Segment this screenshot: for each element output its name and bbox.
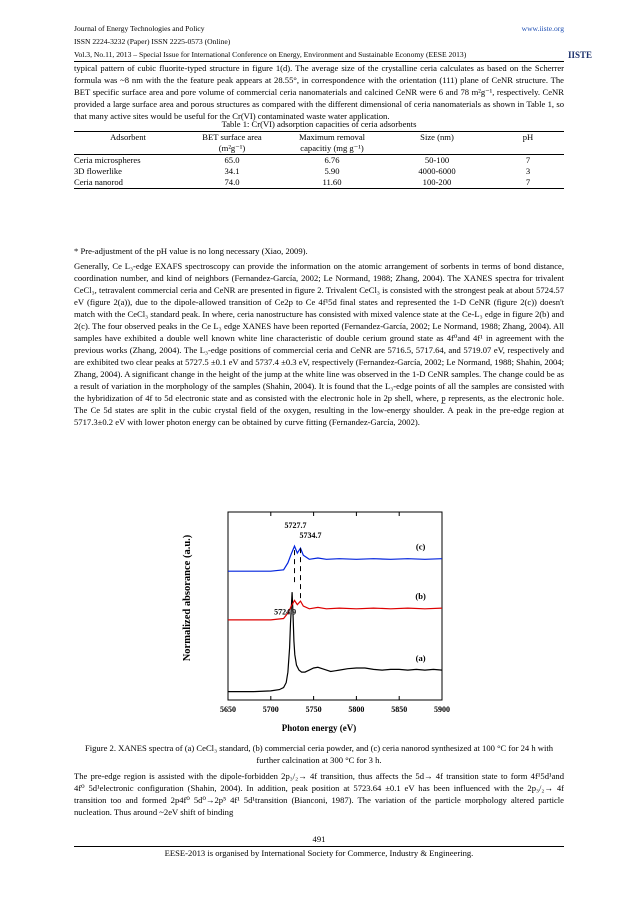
paragraph-xanes-text: Generally, Ce L₃-edge EXAFS spectroscopy can provide the information on the atomic arrangement of sorbents in terms of bond distance, coordination number, and kind of neighbors (Fernandez-García, 2002; Le Normand, 1988; Zhang, 2004). The XANES spectra for trivalent CeCl₃, tetravalent commercial ceria and CeNR are presented in figure 2. Trivalent CeCl₃ is consisted with the strongest peak at about 5724.57 eV (figure 2(a)), due to the dipole-allowed transition of Ce2p to Ce 4f¹5d final states and represented the 1-D CeNR (figure 2(c)) doesn't match with the CeCl₃ standard peak. In where, ceria nanostructure has consisted with mixed valence state at the Ce-L₃ edge in figure 2(b) and 2(c). The four observed peaks in the Ce L₃ edge XANES have been reported (Fernandez-García, 2002; Le Normand, 1988; Zhang, 2004). All samples have exhibited a double well known white line characteristic of double cerium ground state as 4f⁰and 4f¹ in agreement with the previous works (Zhang, 2004). The L₃-edge positions of commercial ceria and CeNR are 5716.5, 5717.64, and 5719.07 eV, respectively and are exhibited two clear peaks at 5727.5 ±0.1 eV and 5737.4 ±0.3 eV, respectively (Fernandez-García, 2002; Le Normand, 1988; Shahin, 2004; Zhang, 2004). A significant change in the height of the jump at the white line was observed in the 1-D CeNR samples. The change could be as a result of variation in the morphology of the samples (Shahin, 2004). It is found that the L₃-edge points of all the samples are consisted with the hybridization of 4f to 5d electronic state and as consisted with the electronic hole in 2p shell, where, p̲ represents, as the electronic hole. The Ce 5d states are split in the cubic crystal field of the oxygen, resulting in the low-energy shoulder. A peak in the pre-edge region at 5717.3±0.2 eV with lower photon energy can be obtained by curve fitting (Fernandez-García, 2002). [74, 261, 564, 427]
figure-caption: Figure 2. XANES spectra of (a) CeCl₃ standard, (b) commercial ceria powder, and (c) ceria nanorod synthesized at 100 °C for 24 h with further calcination at 300 °C for 3 h. [84, 743, 554, 765]
table-header-row [74, 132, 564, 155]
table-cell: 7 [525, 155, 531, 165]
table-cell: 65.0 [224, 155, 240, 165]
table-cell: 7 [525, 177, 531, 187]
series-line-0 [228, 592, 442, 692]
table-cell: 74.0 [224, 177, 240, 187]
series-line-2 [228, 546, 442, 571]
table-cell: 34.1 [224, 166, 240, 176]
x-tick-label-1: 5700 [262, 705, 279, 714]
table-row [74, 177, 564, 189]
header-ph: pH [522, 132, 534, 142]
table-cell: 11.60 [322, 177, 342, 187]
x-tick-label-3: 5800 [348, 705, 365, 714]
header-size: Size (nm) [420, 132, 454, 142]
x-tick-label-2: 5750 [305, 705, 322, 714]
table-note: * Pre-adjustment of the pH value is no long necessary (Xiao, 2009). [74, 246, 308, 256]
footer-rule [74, 846, 564, 847]
table-cell: 3 [525, 166, 531, 176]
table-cell: Ceria microspheres [74, 155, 141, 165]
table-caption: Table 1: Cr(VI) adsorption capacities of ceria adsorbents [221, 119, 417, 129]
header-bet: BET surface area (m²g⁻¹) [202, 132, 262, 153]
table-cell: 50-100 [424, 155, 450, 165]
issn-line: ISSN 2224-3232 (Paper) ISSN 2225-0573 (Online) [74, 37, 231, 46]
header-adsorbent: Adsorbent [110, 132, 146, 142]
logo-text: IISTE [567, 50, 593, 60]
table-cell: 100-200 [422, 177, 452, 187]
adsorption-table [74, 131, 564, 189]
table-cell: 4000-6000 [418, 166, 456, 176]
series-label-0: (a) [415, 653, 426, 664]
journal-url-link[interactable]: www.iiste.org [521, 24, 564, 33]
table-row [74, 166, 564, 177]
series-line-1 [228, 600, 442, 620]
x-tick-label-4: 5850 [391, 705, 408, 714]
iiste-logo-icon [566, 46, 594, 62]
journal-title: Journal of Energy Technologies and Policy [74, 24, 205, 33]
xanes-chart [176, 504, 466, 736]
footer-organiser: EESE-2013 is organised by International Society for Commerce, Industry & Engineering. [164, 848, 474, 858]
page-number: 491 [312, 834, 326, 844]
annotation-5734: 5734.7 [299, 531, 322, 541]
y-axis-label: Normalized absorance (a.u.) [182, 534, 193, 662]
header-max-removal: Maximum removal capacitiy (mg g⁻¹) [298, 132, 366, 153]
paragraph-intro [74, 62, 564, 122]
paragraph-preedge [74, 770, 564, 818]
paragraph-preedge-text: The pre-edge region is assisted with the dipole-forbidden 2p₃/₂→ 4f transition, thus affects the 5d→ 4f transition state to form 4f¹5d¹and 4f⁰ 5d¹electronic configuration (Shahin, 2004). In addition, peak position at 5723.64 ±0.1 eV has been influenced with the 2p₃/₂→ 4f transition too and formed 2p4f⁰ 5d⁰→2p⁵ 4f¹ 5d¹transition (Bianconi, 1987). The variation of the particle morphology altered particle nucleation. Thus around ~2eV shift of binding [74, 771, 564, 817]
annotation-5727: 5727.7 [284, 521, 307, 531]
x-tick-label-0: 5650 [220, 705, 236, 714]
journal-name [74, 22, 564, 35]
paragraph-xanes [74, 260, 564, 428]
table-cell: 3D flowerlike [74, 166, 122, 176]
paragraph-intro-text: typical pattern of cubic fluorite-typed structure in figure 1(d). The average size of the crystalline ceria calculates as based on the Scherrer formula was ~8 nm with the the feature peak appears at 28.55°, in correspondence with the orientation (111) plane of CeNR structure. The BET specific surface area and pore volume of commercial ceria nanomaterials and calcined CeNR were 6 and 78 m²g⁻¹, respectively. CeNR provided a large surface area and porous structures as compared with the different dimensional of ceria nanomaterials as shown in Table 1, so that many active sites would be useful for the Cr(VI) contaminated waste water application. [74, 63, 564, 121]
series-label-1: (b) [415, 591, 426, 602]
table-cell: 5.90 [324, 166, 340, 176]
series-label-2: (c) [415, 541, 426, 552]
annotation-5724: 5724.9 [274, 607, 297, 617]
x-tick-label-5: 5900 [434, 705, 450, 714]
x-axis-label: Photon energy (eV) [281, 723, 357, 733]
volume-line: Vol.3, No.11, 2013 – Special Issue for International Conference on Energy, Environment and Sustainable Economy (EESE 2013) [74, 50, 467, 59]
table-cell: Ceria nanorod [74, 177, 123, 187]
plot-frame [228, 512, 442, 700]
table-row [74, 155, 564, 167]
table-cell: 6.76 [324, 155, 340, 165]
